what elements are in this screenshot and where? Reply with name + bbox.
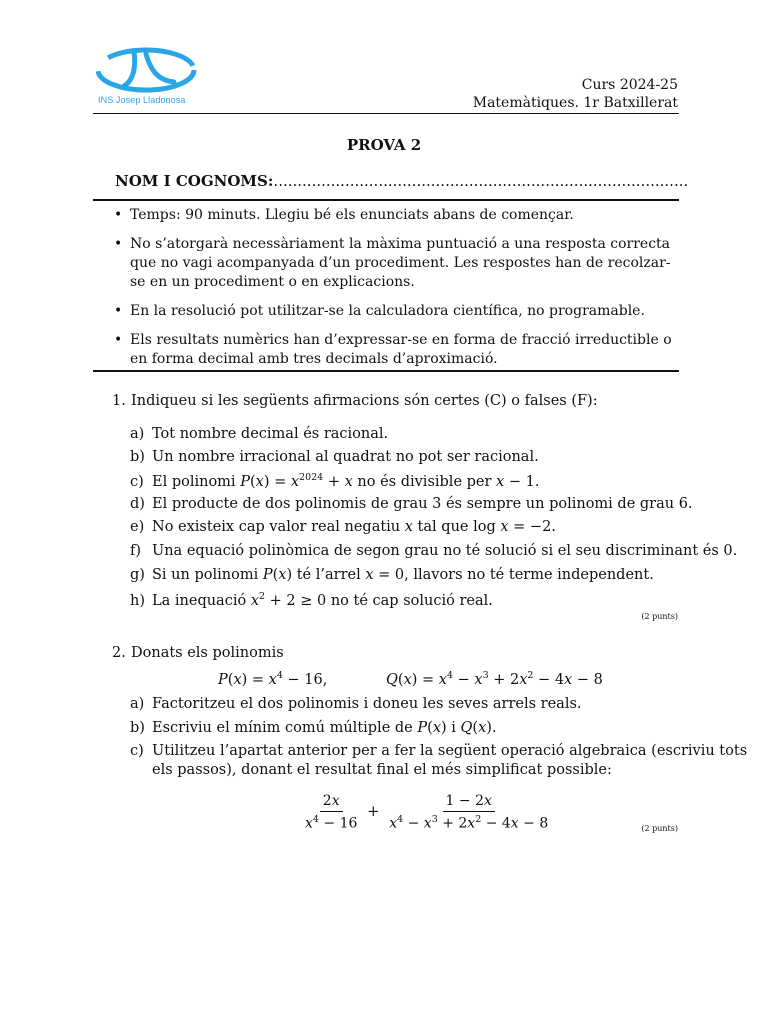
q2-item-a: a) Factoritzeu el dos polinomis i doneu les seves arrels reals. — [130, 696, 582, 712]
instructions-bottom-rule — [93, 370, 679, 372]
q2-item-c-cont: els passos), donant el resultat final el més simplificat possible: — [152, 762, 612, 778]
name-dots: ....................................................................................... — [273, 172, 689, 190]
q1-item-h: h) La inequació $x^2 + 2 \ge 0$ no té cap solució real. — [130, 591, 493, 609]
instructions-top-rule — [93, 199, 679, 201]
instruction-item: • Temps: 90 minuts. Llegiu bé els enunciats abans de començar. — [110, 206, 678, 225]
q1-item-a: a) Tot nombre decimal és racional. — [130, 426, 389, 442]
q2-points: (2 punts) — [641, 824, 678, 833]
instruction-item: • Els resultats numèrics han d’expressar-se en forma de fracció irreductible o en forma decimal amb tres decimals d’aproximació. — [110, 331, 678, 369]
question-1-number: 1. — [112, 393, 126, 409]
q2-item-c: c) Utilitzeu l’apartat anterior per a fer la següent operació algebraica (escriviu tots — [130, 743, 748, 759]
q1-item-f: f) Una equació polinòmica de segon grau no té solució si el seu discriminant és 0. — [130, 543, 738, 559]
polynomial-p: $P(x) = x^4 - 16$, — [218, 670, 328, 688]
q1-item-b: b) Un nombre irracional al quadrat no pot ser racional. — [130, 449, 539, 465]
course-year: Curs 2024-25 — [581, 77, 678, 93]
instruction-item: • En la resolució pot utilitzar-se la calculadora científica, no programable. — [110, 302, 678, 321]
q1-item-c: c) El polinomi $P(x) = x^{2024} + x$ no és divisible per x − 1. — [130, 472, 540, 490]
question-2-text: Donats els polinomis — [131, 645, 284, 661]
question-2-number: 2. — [112, 645, 126, 661]
polynomial-q: $Q(x) = x^4 - x^3 + 2x^2 - 4x - 8$ — [386, 670, 603, 688]
name-line — [115, 172, 688, 190]
q2-item-b: b) Escriviu el mínim comú múltiple de P(x) i Q(x). — [130, 720, 497, 736]
q1-points: (2 punts) — [641, 612, 678, 621]
q1-item-d: d) El producte de dos polinomis de grau 3 és sempre un polinomi de grau 6. — [130, 496, 693, 512]
instructions-list — [110, 206, 678, 379]
exam-title: PROVA 2 — [346, 136, 422, 154]
subject: Matemàtiques. 1r Batxillerat — [472, 95, 678, 111]
algebraic-expression: $\frac{2x}{x^4 - 16}$ + $\frac{1 - 2x}{x^4 - x^3 + 2x^2 - 4x - 8}$ — [305, 793, 549, 832]
header-divider — [93, 113, 679, 114]
name-label: NOM I COGNOMS: — [115, 172, 274, 190]
school-name: INS Josep Lladonosa — [98, 95, 186, 105]
q1-item-e: e) No existeix cap valor real negatiu x tal que log x = −2. — [130, 519, 556, 535]
q1-item-g: g) Si un polinomi P(x) té l’arrel x = 0, llavors no té terme independent. — [130, 567, 654, 583]
question-1-text: Indiqueu si les següents afirmacions són certes (C) o falses (F): — [131, 393, 598, 409]
instruction-item: • No s’atorgarà necessàriament la màxima puntuació a una resposta correcta que no vagi acompanyada d’un procediment. Les respostes han de recolzar-se en un procediment o en explicacions. — [110, 235, 678, 292]
